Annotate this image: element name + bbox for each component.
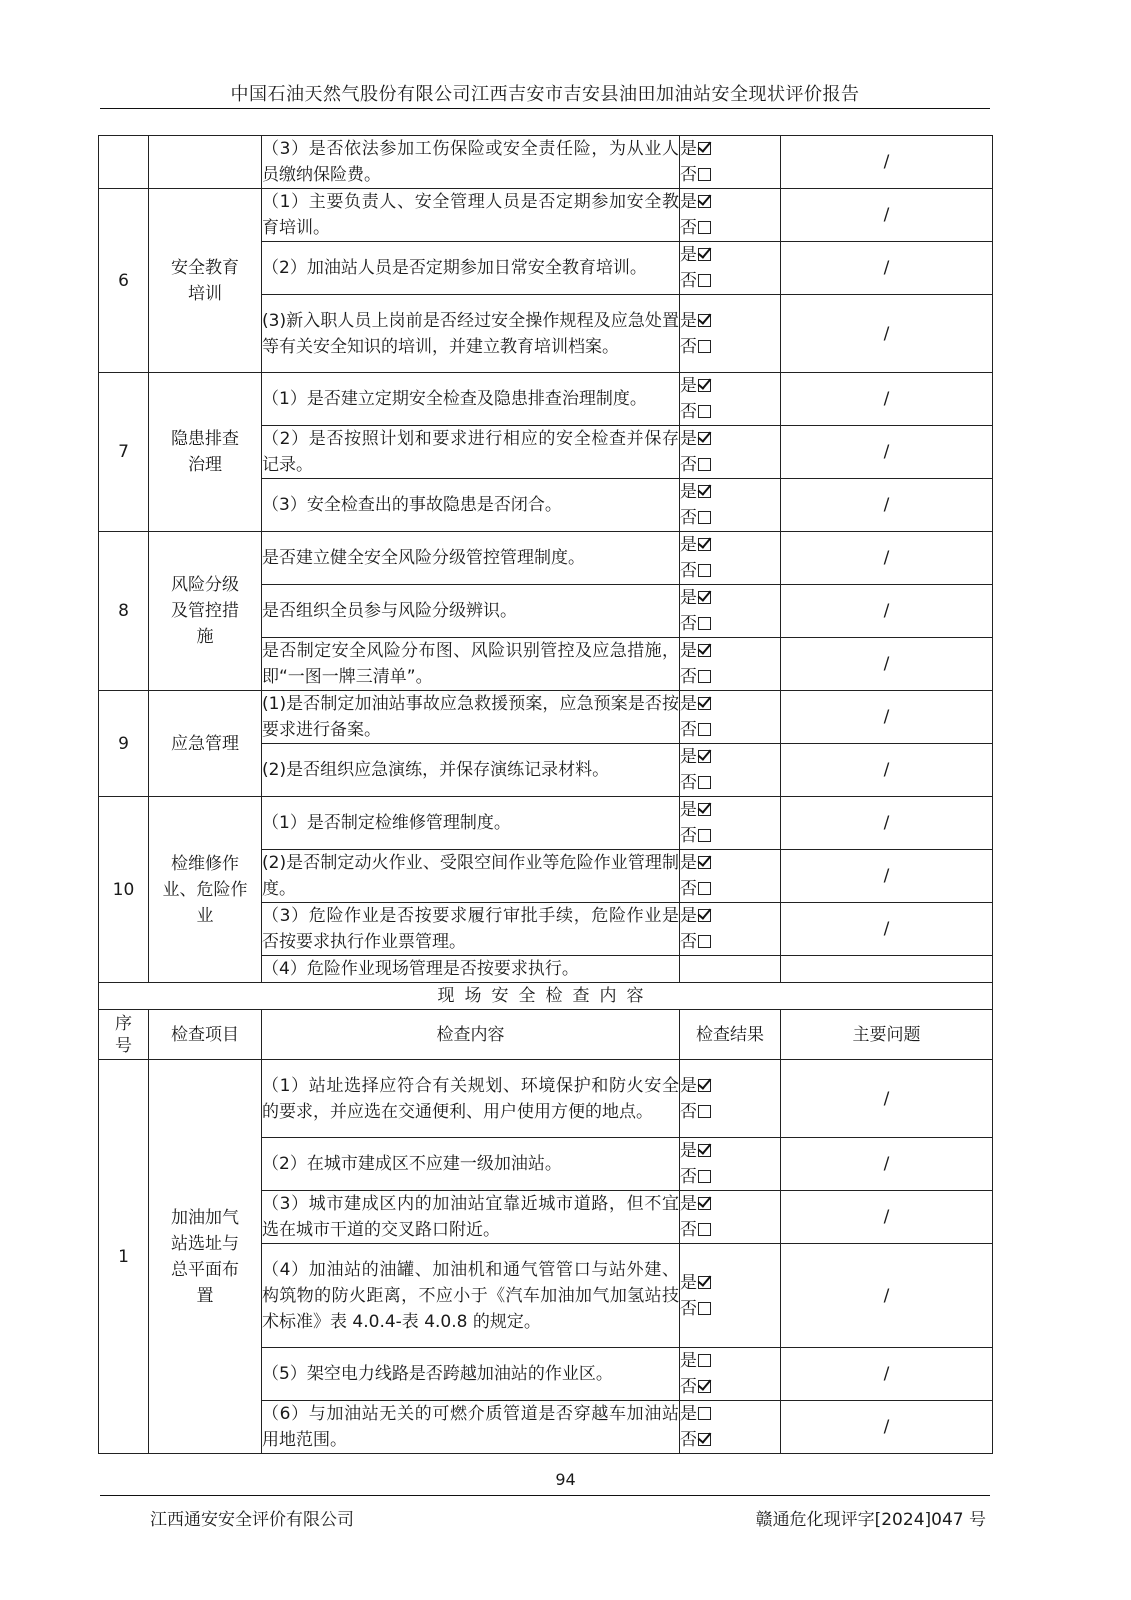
empty-box-icon bbox=[698, 1302, 711, 1315]
main-problem: / bbox=[781, 691, 993, 744]
check-content: (1)是否制定加油站事故应急救援预案，应急预案是否按要求进行备案。 bbox=[262, 691, 680, 744]
column-header-no: 序号 bbox=[99, 1010, 149, 1060]
table-row bbox=[99, 797, 993, 850]
checked-box-icon bbox=[698, 1079, 711, 1092]
checked-box-icon bbox=[698, 803, 711, 816]
check-content: （1）站址选择应符合有关规划、环境保护和防火安全的要求，并应选在交通便利、用户使用方便的地点。 bbox=[262, 1060, 680, 1138]
check-item: 风险分级及管控措施 bbox=[149, 532, 262, 691]
check-content: （6）与加油站无关的可燃介质管道是否穿越车加油站用地范围。 bbox=[262, 1401, 680, 1454]
main-problem: / bbox=[781, 797, 993, 850]
main-problem: / bbox=[781, 242, 993, 295]
checked-box-icon bbox=[698, 1197, 711, 1210]
check-content: 是否制定安全风险分布图、风险识别管控及应急措施，即“一图一牌三清单”。 bbox=[262, 638, 680, 691]
checked-box-icon bbox=[698, 314, 711, 327]
table-row bbox=[99, 373, 993, 426]
check-result: 是 否 bbox=[680, 242, 781, 295]
checked-box-icon bbox=[698, 1433, 711, 1446]
checked-box-icon bbox=[698, 379, 711, 392]
check-result: 是 否 bbox=[680, 479, 781, 532]
checked-box-icon bbox=[698, 142, 711, 155]
empty-box-icon bbox=[698, 564, 711, 577]
check-item: 应急管理 bbox=[149, 691, 262, 797]
check-result: 是 否 bbox=[680, 136, 781, 189]
check-content: （4）危险作业现场管理是否按要求执行。 bbox=[262, 956, 680, 983]
empty-box-icon bbox=[698, 1105, 711, 1118]
main-problem: / bbox=[781, 1348, 993, 1401]
empty-box-icon bbox=[698, 723, 711, 736]
checked-box-icon bbox=[698, 1380, 711, 1393]
checked-box-icon bbox=[698, 538, 711, 551]
main-problem: / bbox=[781, 744, 993, 797]
checked-box-icon bbox=[698, 644, 711, 657]
footer-report-code: 赣通危化现评字[2024]047 号 bbox=[755, 1510, 986, 1530]
check-content: （1）是否制定检维修管理制度。 bbox=[262, 797, 680, 850]
check-result: 是 否 bbox=[680, 1191, 781, 1244]
check-content: （2）在城市建成区不应建一级加油站。 bbox=[262, 1138, 680, 1191]
row-number: 10 bbox=[99, 797, 149, 983]
column-header-item: 检查项目 bbox=[149, 1010, 262, 1060]
page-number: 94 bbox=[555, 1470, 576, 1489]
main-problem: / bbox=[781, 373, 993, 426]
main-problem: / bbox=[781, 1138, 993, 1191]
empty-box-icon bbox=[698, 511, 711, 524]
row-number: 6 bbox=[99, 189, 149, 373]
empty-box-icon bbox=[698, 1170, 711, 1183]
page-header: 中国石油天然气股份有限公司江西吉安市吉安县油田加油站安全现状评价报告 bbox=[230, 84, 860, 105]
checked-box-icon bbox=[698, 485, 711, 498]
check-result: 是 否 bbox=[680, 903, 781, 956]
check-result: 是 否 bbox=[680, 373, 781, 426]
check-content: 是否建立健全安全风险分级管控管理制度。 bbox=[262, 532, 680, 585]
checked-box-icon bbox=[698, 432, 711, 445]
check-item: 加油加气站选址与总平面布置 bbox=[149, 1060, 262, 1454]
check-item: 隐患排查治理 bbox=[149, 373, 262, 532]
check-content: （1）主要负责人、安全管理人员是否定期参加安全教育培训。 bbox=[262, 189, 680, 242]
footer-rule bbox=[100, 1495, 990, 1496]
empty-box-icon bbox=[698, 1407, 711, 1420]
check-result: 是 否 bbox=[680, 426, 781, 479]
column-header-problem: 主要问题 bbox=[781, 1010, 993, 1060]
table-row bbox=[99, 691, 993, 744]
checked-box-icon bbox=[698, 1144, 711, 1157]
main-problem: / bbox=[781, 585, 993, 638]
checklist-table bbox=[98, 135, 993, 1454]
main-problem: / bbox=[781, 532, 993, 585]
check-result: 是 否 bbox=[680, 691, 781, 744]
checked-box-icon bbox=[698, 909, 711, 922]
table-row bbox=[99, 136, 993, 189]
check-result: 是 否 bbox=[680, 532, 781, 585]
check-content: （2）是否按照计划和要求进行相应的安全检查并保存记录。 bbox=[262, 426, 680, 479]
check-result: 是 否 bbox=[680, 1244, 781, 1348]
check-content: (3)新入职人员上岗前是否经过安全操作规程及应急处置等有关安全知识的培训，并建立教育培训档案。 bbox=[262, 295, 680, 373]
main-problem: / bbox=[781, 1191, 993, 1244]
check-result: 是 否 bbox=[680, 1348, 781, 1401]
check-result: 是 否 bbox=[680, 295, 781, 373]
checked-box-icon bbox=[698, 1276, 711, 1289]
section-row bbox=[99, 983, 993, 1010]
footer-company: 江西通安安全评价有限公司 bbox=[150, 1510, 354, 1530]
main-problem: / bbox=[781, 1401, 993, 1454]
table-row bbox=[99, 1060, 993, 1138]
check-item: 检维修作业、危险作业 bbox=[149, 797, 262, 983]
empty-box-icon bbox=[698, 405, 711, 418]
main-problem: / bbox=[781, 136, 993, 189]
main-problem: / bbox=[781, 638, 993, 691]
empty-box-icon bbox=[698, 1223, 711, 1236]
check-content: （4）加油站的油罐、加油机和通气管管口与站外建、构筑物的防火距离，不应小于《汽车加油加气加氢站技术标准》表 4.0.4-表 4.0.8 的规定。 bbox=[262, 1244, 680, 1348]
row-number: 7 bbox=[99, 373, 149, 532]
empty-box-icon bbox=[698, 829, 711, 842]
check-content: （3）城市建成区内的加油站宜靠近城市道路，但不宜选在城市干道的交叉路口附近。 bbox=[262, 1191, 680, 1244]
check-content: (2)是否组织应急演练，并保存演练记录材料。 bbox=[262, 744, 680, 797]
empty-box-icon bbox=[698, 168, 711, 181]
row-number: 1 bbox=[99, 1060, 149, 1454]
checked-box-icon bbox=[698, 697, 711, 710]
check-content: （1）是否建立定期安全检查及隐患排查治理制度。 bbox=[262, 373, 680, 426]
check-content: （2）加油站人员是否定期参加日常安全教育培训。 bbox=[262, 242, 680, 295]
row-number: 8 bbox=[99, 532, 149, 691]
empty-box-icon bbox=[698, 1354, 711, 1367]
check-result: 是 否 bbox=[680, 744, 781, 797]
check-result: 是 否 bbox=[680, 189, 781, 242]
check-content: （3）安全检查出的事故隐患是否闭合。 bbox=[262, 479, 680, 532]
checked-box-icon bbox=[698, 591, 711, 604]
main-problem: / bbox=[781, 189, 993, 242]
check-result: 是 否 bbox=[680, 585, 781, 638]
check-content: （3）危险作业是否按要求履行审批手续，危险作业是否按要求执行作业票管理。 bbox=[262, 903, 680, 956]
check-item: 安全教育培训 bbox=[149, 189, 262, 373]
checked-box-icon bbox=[698, 248, 711, 261]
main-problem: / bbox=[781, 1244, 993, 1348]
empty-box-icon bbox=[698, 274, 711, 287]
header-rule bbox=[100, 108, 990, 109]
main-problem: / bbox=[781, 903, 993, 956]
main-problem: / bbox=[781, 850, 993, 903]
empty-box-icon bbox=[698, 617, 711, 630]
checked-box-icon bbox=[698, 750, 711, 763]
main-problem: / bbox=[781, 479, 993, 532]
empty-box-icon bbox=[698, 882, 711, 895]
check-content: （5）架空电力线路是否跨越加油站的作业区。 bbox=[262, 1348, 680, 1401]
empty-box-icon bbox=[698, 458, 711, 471]
empty-box-icon bbox=[698, 670, 711, 683]
empty-box-icon bbox=[698, 340, 711, 353]
main-problem: / bbox=[781, 426, 993, 479]
empty-box-icon bbox=[698, 776, 711, 789]
column-header-content: 检查内容 bbox=[262, 1010, 680, 1060]
checked-box-icon bbox=[698, 856, 711, 869]
column-header-result: 检查结果 bbox=[680, 1010, 781, 1060]
check-content: (2)是否制定动火作业、受限空间作业等危险作业管理制度。 bbox=[262, 850, 680, 903]
column-header-row bbox=[99, 1010, 993, 1060]
check-result: 是 否 bbox=[680, 797, 781, 850]
check-result: 是 否 bbox=[680, 638, 781, 691]
checked-box-icon bbox=[698, 195, 711, 208]
check-result: 是 否 bbox=[680, 1401, 781, 1454]
empty-box-icon bbox=[698, 221, 711, 234]
check-result: 是 否 bbox=[680, 850, 781, 903]
table-row bbox=[99, 532, 993, 585]
table-row bbox=[99, 189, 993, 242]
check-result: 是 否 bbox=[680, 1060, 781, 1138]
main-problem: / bbox=[781, 295, 993, 373]
check-content: 是否组织全员参与风险分级辨识。 bbox=[262, 585, 680, 638]
empty-box-icon bbox=[698, 935, 711, 948]
check-result: 是 否 bbox=[680, 1138, 781, 1191]
main-problem: / bbox=[781, 1060, 993, 1138]
check-content: （3）是否依法参加工伤保险或安全责任险，为从业人员缴纳保险费。 bbox=[262, 136, 680, 189]
row-number: 9 bbox=[99, 691, 149, 797]
section-title: 现场安全检查内容 bbox=[99, 983, 993, 1010]
